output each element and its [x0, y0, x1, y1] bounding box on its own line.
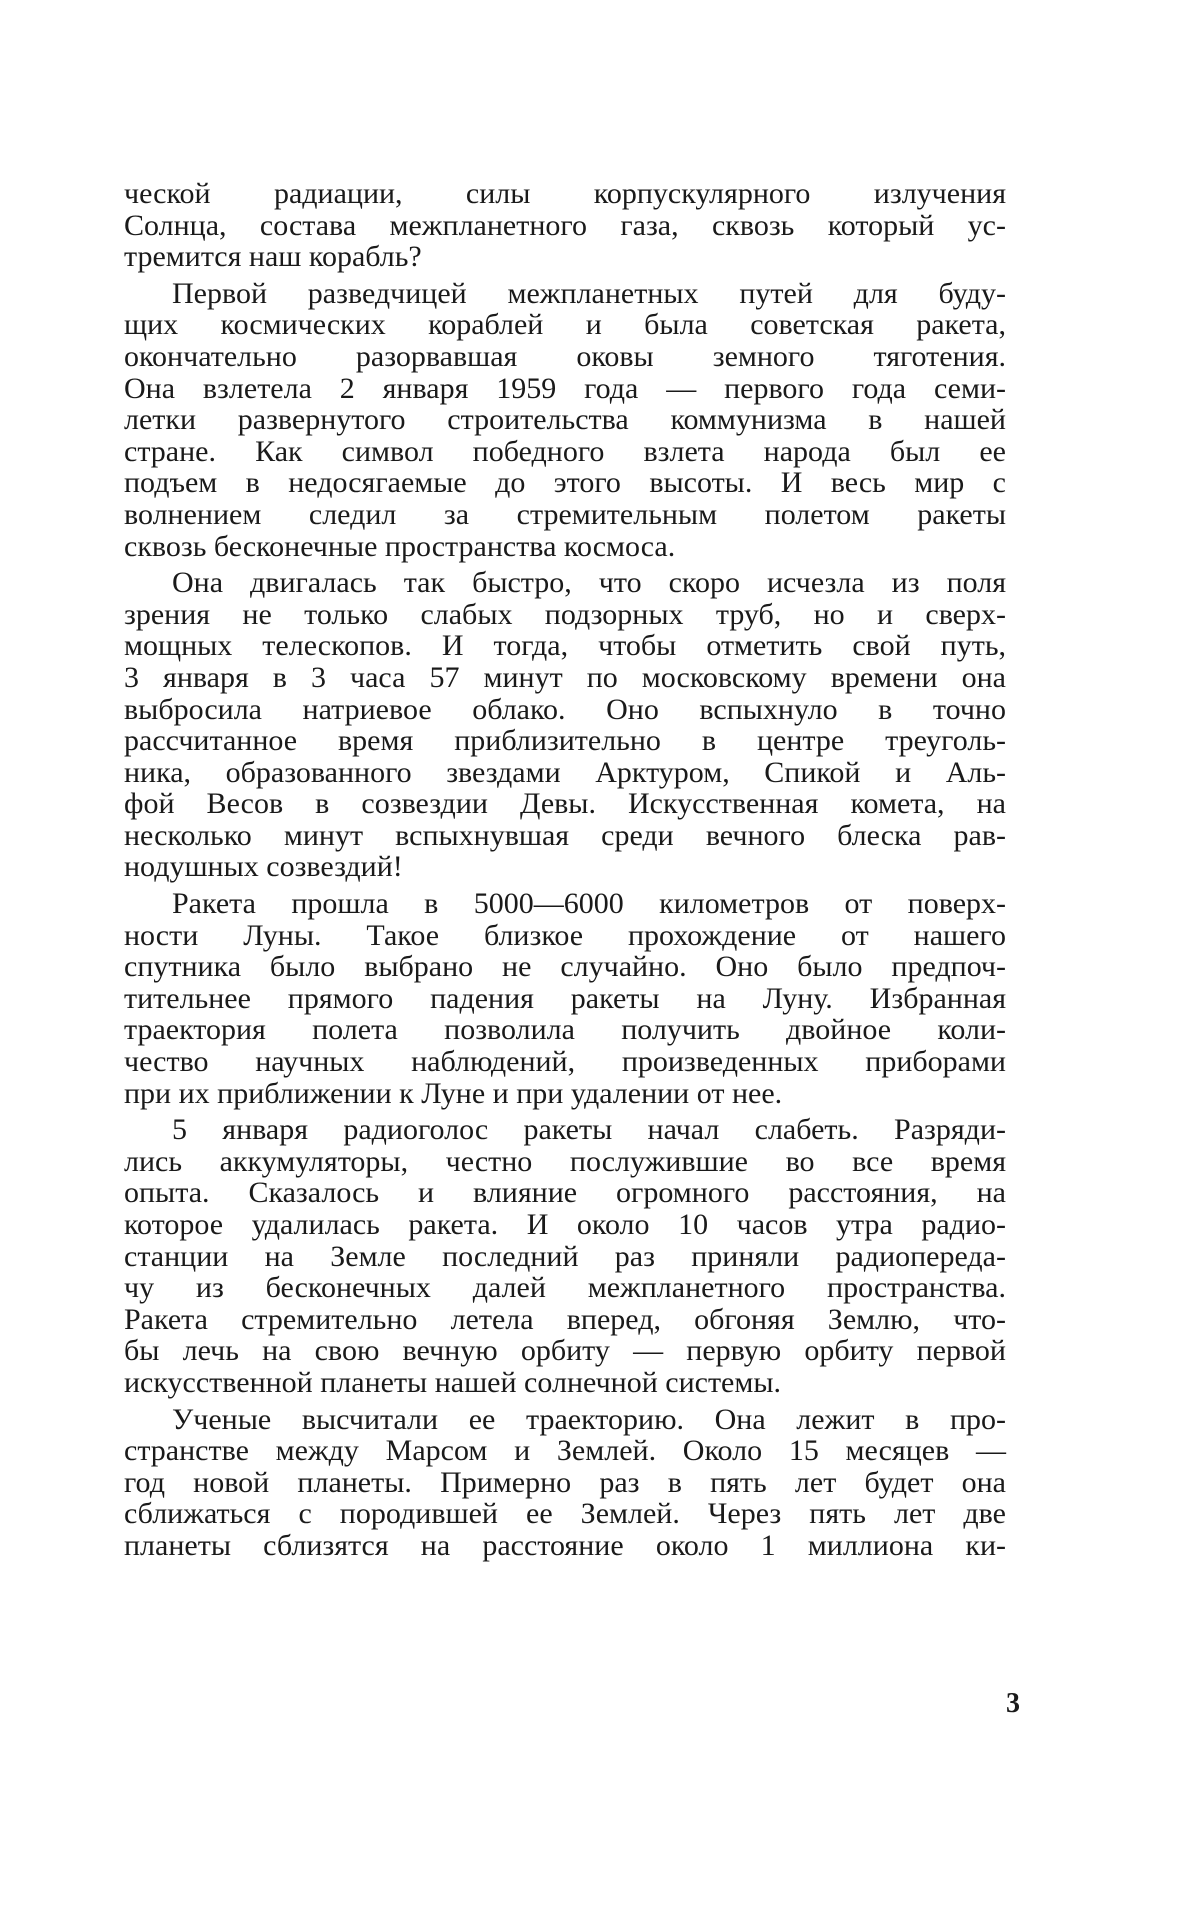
text-line: странстве между Марсом и Землей. Около 15 месяцев — — [124, 1434, 1006, 1468]
text-line: год новой планеты. Примерно раз в пять лет будет она — [124, 1465, 1006, 1499]
text-line: летки развернутого строительства коммунизма в нашей — [124, 403, 1006, 437]
text-line: при их приближении к Луне и при удалении от нее. — [124, 1076, 783, 1110]
text-line: которое удалилась ракета. И около 10 часов утра радио- — [124, 1208, 1006, 1241]
text-line: зрения не только слабых подзорных труб, но и сверх- — [124, 597, 1006, 631]
text-line: искусственной планеты нашей солнечной системы. — [124, 1365, 782, 1399]
page-number: 3 — [1006, 1688, 1020, 1719]
text-line: тремится наш корабль? — [124, 240, 422, 274]
paragraph — [124, 1114, 1006, 1398]
text-line: тительнее прямого падения ракеты на Луну. Избранная — [124, 981, 1006, 1015]
text-line: нодушных созвездий! — [124, 850, 403, 884]
text-line: ника, образованного звездами Арктуром, Спикой и Аль- — [124, 755, 1006, 789]
paragraph — [124, 888, 1006, 1109]
text-line: станции на Земле последний раз приняли радиопереда- — [124, 1239, 1006, 1273]
text-line: Первой разведчицей межпланетных путей для буду- — [172, 276, 1006, 310]
text-line: чу из бесконечных далей межпланетного пространства. — [124, 1271, 1006, 1305]
text-line: рассчитанное время приблизительно в центре треуголь- — [124, 724, 1006, 758]
text-line: спутника было выбрано не случайно. Оно было предпоч- — [124, 950, 1006, 984]
text-line: сквозь бесконечные пространства космоса. — [124, 529, 676, 563]
text-line: окончательно разорвавшая оковы земного тяготения. — [124, 339, 1006, 373]
paragraph — [124, 567, 1006, 883]
text-line: Она взлетела 2 января 1959 года — первого года семи- — [124, 371, 1006, 405]
text-line: Ракета прошла в 5000—6000 километров от поверх- — [172, 887, 1006, 921]
text-line: сближаться с породившей ее Землей. Через пять лет две — [124, 1497, 1006, 1531]
text-line: Солнца, состава межпланетного газа, сквозь который ус- — [124, 208, 1006, 242]
text-line: Она двигалась так быстро, что скоро исчезла из поля — [172, 566, 1006, 600]
paragraph — [124, 278, 1006, 562]
text-line: траектория полета позволила получить двойное коли- — [124, 1013, 1006, 1047]
text-line: выбросила натриевое облако. Оно вспыхнуло в точно — [124, 692, 1006, 726]
text-line: подъем в недосягаемые до этого высоты. И весь мир с — [124, 466, 1006, 500]
text-line: бы лечь на свою вечную орбиту — первую орбиту первой — [124, 1334, 1006, 1368]
text-line: чество научных наблюдений, произведенных приборами — [124, 1045, 1006, 1079]
text-line: стране. Как символ победного взлета народа был ее — [124, 434, 1006, 468]
text-line: фой Весов в созвездии Девы. Искусственная комета, на — [124, 787, 1006, 821]
text-line: планеты сблизятся на расстояние около 1 миллиона ки- — [124, 1528, 1006, 1562]
text-line: 5 января радиоголос ракеты начал слабеть. Разряди- — [172, 1113, 1006, 1147]
text-line: мощных телескопов. И тогда, чтобы отметить свой путь, — [124, 629, 1006, 663]
text-line: опыта. Сказалось и влияние огромного расстояния, на — [124, 1176, 1006, 1210]
text-line: 3 января в 3 часа 57 минут по московскому времени она — [124, 660, 1006, 694]
text-line: Ракета стремительно летела вперед, обгоняя Землю, что- — [124, 1302, 1006, 1336]
text-line: щих космических кораблей и была советская ракета, — [124, 308, 1006, 342]
text-line: несколько минут вспыхнувшая среди вечного блеска рав- — [124, 818, 1006, 852]
paragraph — [124, 178, 1006, 273]
paragraph — [124, 1404, 1006, 1562]
text-line: лись аккумуляторы, честно послужившие во все время — [124, 1144, 1006, 1178]
text-line: ческой радиации, силы корпускулярного излучения — [124, 177, 1006, 210]
text-line: волнением следил за стремительным полетом ракеты — [124, 497, 1006, 531]
text-line: ности Луны. Такое близкое прохождение от нашего — [124, 918, 1006, 952]
body-text — [124, 178, 1006, 1562]
text-line: Ученые высчитали ее траекторию. Она лежит в про- — [172, 1402, 1006, 1436]
